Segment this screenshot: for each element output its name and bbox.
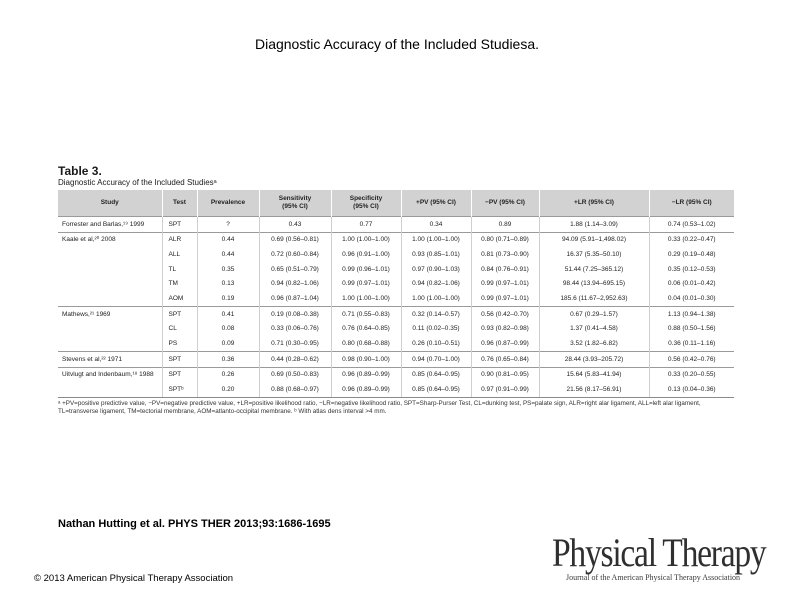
table-cell-npv: 0.56 (0.42–0.70) — [471, 307, 539, 322]
logo-name: Physical Therapy — [552, 530, 766, 575]
table-row — [58, 322, 734, 337]
table-cell-plr: 15.64 (5.83–41.94) — [539, 367, 649, 382]
journal-logo — [552, 530, 784, 582]
logo-tagline: Journal of the American Physical Therapy Association — [566, 573, 741, 582]
table-cell-prevalence: 0.41 — [197, 307, 259, 322]
table-row — [58, 262, 734, 277]
table-cell-npv: 0.76 (0.65–0.84) — [471, 352, 539, 368]
table-cell-plr: 185.6 (11.67–2,952.63) — [539, 291, 649, 306]
table-row — [58, 277, 734, 292]
table-cell-plr: 21.56 (8.17–56.91) — [539, 383, 649, 398]
column-header: −LR (95% CI) — [649, 190, 734, 217]
table-row — [58, 383, 734, 398]
table-cell-specificity: 0.99 (0.97–1.01) — [331, 277, 401, 292]
table-cell-nlr: 0.29 (0.19–0.48) — [649, 247, 734, 262]
table-cell-plr: 28.44 (3.93–205.72) — [539, 352, 649, 368]
table-cell-specificity: 1.00 (1.00–1.00) — [331, 291, 401, 306]
column-header: Test — [162, 190, 197, 217]
table-label: Table 3. — [58, 164, 102, 178]
column-header: Study — [58, 190, 162, 217]
table-cell-ppv: 1.00 (1.00–1.00) — [401, 291, 471, 306]
table-cell-plr: 16.37 (5.35–50.10) — [539, 247, 649, 262]
table-cell-test: SPT — [162, 352, 197, 368]
table-cell-prevalence: 0.36 — [197, 352, 259, 368]
table-cell-nlr: 0.13 (0.04–0.36) — [649, 383, 734, 398]
table-cell-nlr: 1.13 (0.94–1.38) — [649, 307, 734, 322]
table-cell-npv: 0.90 (0.81–0.95) — [471, 367, 539, 382]
copyright: © 2013 American Physical Therapy Association — [34, 573, 234, 584]
table-cell-specificity: 0.80 (0.68–0.88) — [331, 337, 401, 352]
table-cell-study: Kaale et al,²⁰ 2008 — [58, 232, 162, 247]
table-cell-specificity: 0.71 (0.55–0.83) — [331, 307, 401, 322]
table-cell-ppv: 0.85 (0.64–0.95) — [401, 367, 471, 382]
table-cell-study: Stevens et al,²² 1971 — [58, 352, 162, 368]
table-cell-test: SPT — [162, 307, 197, 322]
table-cell-npv: 0.81 (0.73–0.90) — [471, 247, 539, 262]
table-cell-plr: 98.44 (13.94–695.15) — [539, 277, 649, 292]
table-cell-prevalence: 0.13 — [197, 277, 259, 292]
table-cell-test: PS — [162, 337, 197, 352]
table-cell-sensitivity: 0.69 (0.56–0.81) — [259, 232, 331, 247]
table-cell-study — [58, 247, 162, 262]
table-cell-sensitivity: 0.88 (0.68–0.97) — [259, 383, 331, 398]
table-cell-plr: 3.52 (1.82–6.82) — [539, 337, 649, 352]
table-cell-test: ALL — [162, 247, 197, 262]
table-cell-specificity: 0.99 (0.96–1.01) — [331, 262, 401, 277]
table-cell-specificity: 0.96 (0.89–0.99) — [331, 383, 401, 398]
table-cell-sensitivity: 0.71 (0.30–0.95) — [259, 337, 331, 352]
table-cell-specificity: 0.76 (0.64–0.85) — [331, 322, 401, 337]
table-cell-ppv: 0.85 (0.64–0.95) — [401, 383, 471, 398]
citation: Nathan Hutting et al. PHYS THER 2013;93:1686-1695 — [58, 518, 331, 530]
table-cell-test: TM — [162, 277, 197, 292]
table-cell-prevalence: 0.20 — [197, 383, 259, 398]
table-cell-ppv: 0.26 (0.10–0.51) — [401, 337, 471, 352]
table-cell-specificity: 0.77 — [331, 217, 401, 233]
table-cell-study — [58, 383, 162, 398]
table-cell-ppv: 0.97 (0.90–1.03) — [401, 262, 471, 277]
table-cell-ppv: 0.34 — [401, 217, 471, 233]
table-cell-specificity: 0.96 (0.91–1.00) — [331, 247, 401, 262]
table-body — [58, 217, 734, 398]
table-cell-nlr: 0.33 (0.22–0.47) — [649, 232, 734, 247]
table-cell-ppv: 0.94 (0.70–1.00) — [401, 352, 471, 368]
table-row — [58, 337, 734, 352]
table-cell-test: ALR — [162, 232, 197, 247]
table-cell-prevalence: ? — [197, 217, 259, 233]
table-cell-sensitivity: 0.96 (0.87–1.04) — [259, 291, 331, 306]
table-cell-sensitivity: 0.65 (0.51–0.79) — [259, 262, 331, 277]
table-row — [58, 367, 734, 382]
table-cell-study: Uitvlugt and Indenbaum,¹⁸ 1988 — [58, 367, 162, 382]
table-cell-npv: 0.89 — [471, 217, 539, 233]
table-cell-npv: 0.99 (0.97–1.01) — [471, 277, 539, 292]
table-cell-sensitivity: 0.19 (0.08–0.38) — [259, 307, 331, 322]
column-header: Sensitivity (95% CI) — [259, 190, 331, 217]
table-caption: Diagnostic Accuracy of the Included Studiesᵃ — [58, 178, 217, 187]
table-cell-plr: 1.88 (1.14–3.09) — [539, 217, 649, 233]
table-cell-ppv: 0.93 (0.85–1.01) — [401, 247, 471, 262]
table-cell-plr: 0.67 (0.29–1.57) — [539, 307, 649, 322]
table-cell-ppv: 0.94 (0.82–1.06) — [401, 277, 471, 292]
table-cell-plr: 94.09 (5.91–1,498.02) — [539, 232, 649, 247]
table-cell-prevalence: 0.35 — [197, 262, 259, 277]
table-cell-plr: 51.44 (7.25–365.12) — [539, 262, 649, 277]
table-cell-study: Forrester and Barlas,¹⁹ 1999 — [58, 217, 162, 233]
table-row — [58, 217, 734, 233]
table-cell-sensitivity: 0.33 (0.06–0.76) — [259, 322, 331, 337]
table-row — [58, 232, 734, 247]
table-cell-study: Mathews,²¹ 1969 — [58, 307, 162, 322]
table-cell-prevalence: 0.09 — [197, 337, 259, 352]
table-footnote: ᵃ +PV=positive predictive value, −PV=negative predictive value, +LR=positive likelihood ratio, −LR=negative likelihood ratio, SPT=Sharp-Purser Test, CL=dunking test, PS=palate sign, ALR=right alar ligament, ALL=left alar ligament, TL=transverse ligament, TM=tectorial membrane, AOM=atlanto-occipital membrane. ᵇ With atlas dens interval >4 mm. — [58, 400, 701, 416]
table-cell-prevalence: 0.19 — [197, 291, 259, 306]
table-cell-specificity: 0.98 (0.90–1.00) — [331, 352, 401, 368]
table-cell-specificity: 1.00 (1.00–1.00) — [331, 232, 401, 247]
table-cell-ppv: 0.32 (0.14–0.57) — [401, 307, 471, 322]
table-cell-test: TL — [162, 262, 197, 277]
table-cell-sensitivity: 0.72 (0.60–0.84) — [259, 247, 331, 262]
table-cell-sensitivity: 0.69 (0.50–0.83) — [259, 367, 331, 382]
table-cell-nlr: 0.36 (0.11–1.16) — [649, 337, 734, 352]
table-header-row — [58, 190, 734, 217]
table-figure — [58, 165, 734, 416]
table-cell-sensitivity: 0.43 — [259, 217, 331, 233]
table-cell-nlr: 0.35 (0.12–0.53) — [649, 262, 734, 277]
table-cell-specificity: 0.96 (0.89–0.99) — [331, 367, 401, 382]
table-cell-test: SPTᵇ — [162, 383, 197, 398]
table-cell-test: SPT — [162, 367, 197, 382]
table-row — [58, 247, 734, 262]
table-cell-npv: 0.99 (0.97–1.01) — [471, 291, 539, 306]
table-cell-study — [58, 277, 162, 292]
table-cell-ppv: 0.11 (0.02–0.35) — [401, 322, 471, 337]
table-cell-test: SPT — [162, 217, 197, 233]
table-cell-npv: 0.96 (0.87–0.99) — [471, 337, 539, 352]
table-cell-prevalence: 0.26 — [197, 367, 259, 382]
column-header: −PV (95% CI) — [471, 190, 539, 217]
table-cell-nlr: 0.06 (0.01–0.42) — [649, 277, 734, 292]
column-header: Prevalence — [197, 190, 259, 217]
table-cell-prevalence: 0.44 — [197, 247, 259, 262]
slide-title: Diagnostic Accuracy of the Included Studiesa. — [254, 36, 540, 52]
table-cell-study — [58, 337, 162, 352]
table-cell-nlr: 0.33 (0.20–0.55) — [649, 367, 734, 382]
table-row — [58, 291, 734, 306]
table-cell-nlr: 0.56 (0.42–0.76) — [649, 352, 734, 368]
table-cell-ppv: 1.00 (1.00–1.00) — [401, 232, 471, 247]
table-cell-study — [58, 291, 162, 306]
table-cell-test: CL — [162, 322, 197, 337]
table-cell-sensitivity: 0.44 (0.28–0.62) — [259, 352, 331, 368]
table-cell-prevalence: 0.08 — [197, 322, 259, 337]
column-header: +PV (95% CI) — [401, 190, 471, 217]
diagnostic-accuracy-table — [58, 190, 734, 398]
column-header: +LR (95% CI) — [539, 190, 649, 217]
table-cell-npv: 0.80 (0.71–0.89) — [471, 232, 539, 247]
table-cell-sensitivity: 0.94 (0.82–1.06) — [259, 277, 331, 292]
table-cell-npv: 0.84 (0.76–0.91) — [471, 262, 539, 277]
table-cell-plr: 1.37 (0.41–4.58) — [539, 322, 649, 337]
table-cell-prevalence: 0.44 — [197, 232, 259, 247]
table-cell-study — [58, 322, 162, 337]
table-cell-study — [58, 262, 162, 277]
table-cell-npv: 0.97 (0.91–0.99) — [471, 383, 539, 398]
table-cell-npv: 0.93 (0.82–0.98) — [471, 322, 539, 337]
table-cell-nlr: 0.04 (0.01–0.30) — [649, 291, 734, 306]
table-cell-nlr: 0.88 (0.50–1.56) — [649, 322, 734, 337]
table-cell-test: AOM — [162, 291, 197, 306]
table-row — [58, 307, 734, 322]
table-row — [58, 352, 734, 368]
column-header: Specificity (95% CI) — [331, 190, 401, 217]
table-cell-nlr: 0.74 (0.53–1.02) — [649, 217, 734, 233]
